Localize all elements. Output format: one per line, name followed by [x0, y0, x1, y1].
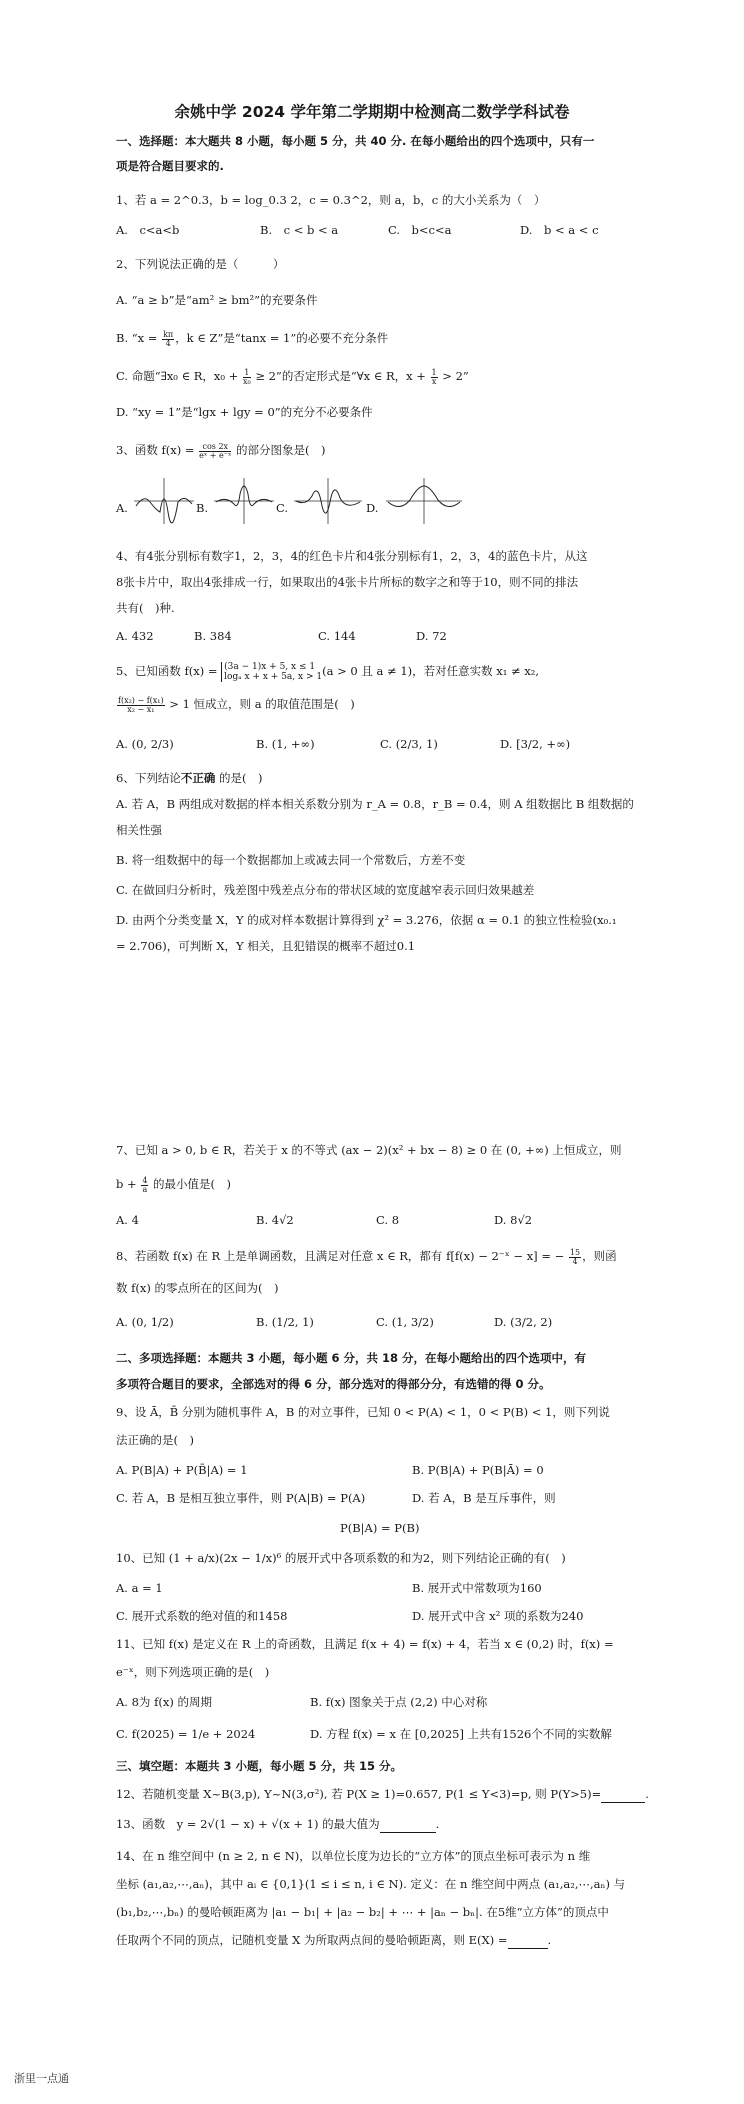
q2-stem: 2、下列说法正确的是（ ）: [116, 257, 285, 271]
fraction: $\frac{\text{f(x₂) − f(x₁)}}{\text{x₂ − x₁}}$: [118, 695, 164, 714]
q3-option-d-graph: [384, 476, 464, 526]
q9-option-c: C. 若 A，B 是相互独立事件，则 P(A|B) = P(A): [116, 1491, 366, 1505]
q10-stem: 10、已知 (1 + a/x)(2x − 1/x)⁶ 的展开式中各项系数的和为2，则下列结论正确的有( ): [116, 1551, 566, 1565]
q7-stem-line-1: 7、已知 a > 0, b ∈ R，若关于 x 的不等式 (ax − 2)(x² + bx − 8) ≥ 0 在 (0, +∞) 上恒成立，则: [116, 1143, 622, 1157]
q3-option-a-graph: [132, 476, 196, 526]
q8-option-d: D. (3/2, 2): [494, 1315, 553, 1329]
q5-option-a: A. (0, 2/3): [116, 737, 174, 751]
q13-answer-blank[interactable]: [380, 1816, 436, 1833]
fraction: $\frac{1}{x}$: [431, 367, 437, 386]
q11-option-d: D. 方程 f(x) = x 在 [0,2025] 上共有1526个不同的实数解: [310, 1727, 612, 1741]
q4-option-a: A. 432: [116, 629, 154, 643]
q8-stem-line-2: 数 f(x) 的零点所在的区间为( ): [116, 1281, 279, 1295]
section-2-heading-line-2: 多项符合题目的要求，全部选对的得 6 分，部分选对的得部分分，有选错的得 0 分。: [116, 1377, 551, 1391]
q6-option-b: B. 将一组数据中的每一个数据都加上或减去同一个常数后，方差不变: [116, 853, 466, 867]
q7-option-b: B. 4√2: [256, 1213, 294, 1227]
q7-option-a: A. 4: [116, 1213, 139, 1227]
q6-option-a-line-2: 相关性强: [116, 823, 162, 837]
q4-stem-line-2: 8张卡片中，取出4张排成一行，如果取出的4张卡片所标的数字之和等于10，则不同的排法: [116, 575, 579, 589]
section-1-heading-line-2: 项是符合题目要求的.: [116, 159, 224, 173]
q3-option-c-graph: [292, 476, 364, 526]
section-3-heading: 三、填空题：本题共 3 小题，每小题 5 分，共 15 分。: [116, 1759, 403, 1773]
q1-option-d: D. b < a < c: [520, 223, 599, 237]
q1-option-b: B. c < b < a: [260, 223, 339, 237]
q3-option-c-label: C.: [276, 501, 289, 515]
q3-option-b-graph: [212, 476, 276, 526]
section-2-heading-line-1: 二、多项选择题：本题共 3 小题，每小题 6 分，共 18 分，在每小题给出的四个选项中，有: [116, 1351, 587, 1365]
q12-stem: 12、若随机变量 X~B(3,p), Y~N(3,σ²), 若 P(X ≥ 1)=0.657, P(1 ≤ Y<3)=p, 则 P(Y>5)= .: [116, 1787, 649, 1801]
q11-option-b: B. f(x) 图象关于点 (2,2) 中心对称: [310, 1695, 488, 1709]
fraction: $\frac{1}{\text{x₀}}$: [242, 367, 251, 386]
q14-stem-line-2: 坐标 (a₁,a₂,⋯,aₙ)，其中 aᵢ ∈ {0,1}(1 ≤ i ≤ n, i ∈ N). 定义：在 n 维空间中两点 (a₁,a₂,⋯,aₙ) 与: [116, 1877, 626, 1891]
q2-option-d: D. “xy = 1”是“lgx + lgy = 0”的充分不必要条件: [116, 405, 373, 419]
q4-stem-line-1: 4、有4张分别标有数字1，2，3，4的红色卡片和4张分别标有1，2，3，4的蓝色卡片，从这: [116, 549, 588, 563]
q12-answer-blank[interactable]: [601, 1786, 645, 1803]
q1-option-a: A. c<a<b: [116, 223, 180, 237]
q9-option-b: B. P(B|A) + P(B|Ā) = 0: [412, 1463, 544, 1477]
q8-option-c: C. (1, 3/2): [376, 1315, 434, 1329]
q5-option-b: B. (1, +∞): [256, 737, 315, 751]
q2-option-a: A. “a ≥ b”是“am² ≥ bm²”的充要条件: [116, 293, 318, 307]
exam-title: 余姚中学 2024 学年第二学期期中检测高二数学学科试卷: [174, 103, 570, 121]
q13-stem: 13、函数 y = 2√(1 − x) + √(x + 1) 的最大值为 .: [116, 1817, 440, 1831]
piecewise-definition: (3a − 1)x + 5, x ≤ 1 logₐ x + x + 5a, x > 1: [221, 662, 322, 682]
q2-option-c: C. 命题“∃x₀ ∈ R，x₀ + $\frac{1}{\text{x₀}}$ ≥ 2”的否定形式是“∀x ∈ R，x + $\frac{1}{x}$ > 2”: [116, 367, 469, 386]
section-1-heading-line-1: 一、选择题：本大题共 8 小题，每小题 5 分，共 40 分. 在每小题给出的四个选项中，只有一: [116, 134, 595, 148]
q11-stem-line-1: 11、已知 f(x) 是定义在 R 上的奇函数，且满足 f(x + 4) = f(x) + 4，若当 x ∈ (0,2) 时，f(x) =: [116, 1637, 614, 1651]
q11-option-a: A. 8为 f(x) 的周期: [116, 1695, 212, 1709]
q6-option-a-line-1: A. 若 A，B 两组成对数据的样本相关系数分别为 r_A = 0.8，r_B = 0.4，则 A 组数据比 B 组数据的: [116, 797, 634, 811]
q7-option-d: D. 8√2: [494, 1213, 533, 1227]
q3-option-b-label: B.: [196, 501, 209, 515]
q9-stem-line-1: 9、设 Ā，B̄ 分别为随机事件 A，B 的对立事件，已知 0 < P(A) < 1，0 < P(B) < 1，则下列说: [116, 1405, 610, 1419]
q5-option-c: C. (2/3, 1): [380, 737, 438, 751]
q8-stem-line-1: 8、若函数 f(x) 在 R 上是单调函数，且满足对任意 x ∈ R，都有 f[f(x) − 2⁻ˣ − x] = − $\frac{15}{4}$ ，则函: [116, 1247, 617, 1266]
q9-option-d: D. 若 A，B 是互斥事件，则: [412, 1491, 556, 1505]
q14-answer-blank[interactable]: [508, 1932, 548, 1949]
q11-stem-line-2: e⁻ˣ，则下列选项正确的是( ): [116, 1665, 270, 1679]
q8-option-b: B. (1/2, 1): [256, 1315, 314, 1329]
q14-stem-line-4: 任取两个不同的顶点，记随机变量 X 为所取两点间的曼哈顿距离，则 E(X) = .: [116, 1933, 552, 1947]
q5-stem-line-1: 5、已知函数 f(x) = (3a − 1)x + 5, x ≤ 1 logₐ x + x + 5a, x > 1 (a > 0 且 a ≠ 1)，若对任意实数 x₁ ≠ x₂,: [116, 662, 540, 682]
q6-stem: 6、下列结论不正确 的是( ): [116, 771, 263, 785]
q14-stem-line-1: 14、在 n 维空间中 (n ≥ 2, n ∈ N)，以单位长度为边长的“立方体”的顶点坐标可表示为 n 维: [116, 1849, 591, 1863]
q8-option-a: A. (0, 1/2): [116, 1315, 174, 1329]
q1-option-c: C. b<c<a: [388, 223, 452, 237]
q5-stem-line-2: $\frac{\text{f(x₂) − f(x₁)}}{\text{x₂ − x₁}}$ > 1 恒成立，则 a 的取值范围是( ): [118, 695, 355, 714]
q5-option-d: D. [3/2, +∞): [500, 737, 571, 751]
q7-stem-line-2: b + $\frac{4}{a}$ 的最小值是( ): [116, 1175, 232, 1194]
q14-stem-line-3: (b₁,b₂,⋯,bₙ) 的曼哈顿距离为 |a₁ − b₁| + |a₂ − b₂| + ⋯ + |aₙ − bₙ|. 在5维“立方体”的顶点中: [116, 1905, 609, 1919]
fraction: $\frac{15}{4}$: [569, 1247, 581, 1266]
q4-option-d: D. 72: [416, 629, 447, 643]
fraction: $\frac{\cos 2x}{\text{eˣ + e⁻ˣ}}$: [199, 441, 232, 460]
q3-option-a-label: A.: [116, 501, 128, 515]
q4-option-b: B. 384: [194, 629, 232, 643]
q9-option-d-formula: P(B|A) = P(B): [340, 1521, 420, 1535]
footer-watermark: 浙里一点通: [14, 2072, 69, 2085]
q9-option-a: A. P(B|A) + P(B̄|A) = 1: [116, 1463, 248, 1477]
q10-option-b: B. 展开式中常数项为160: [412, 1581, 542, 1595]
q10-option-a: A. a = 1: [116, 1581, 163, 1595]
q1-stem: 1、若 a = 2^0.3，b = log_0.3 2，c = 0.3^2，则 a，b，c 的大小关系为（ ）: [116, 193, 546, 207]
fraction: $\frac{4}{a}$: [142, 1175, 148, 1194]
q7-option-c: C. 8: [376, 1213, 400, 1227]
q3-stem: 3、函数 f(x) = $\frac{\cos 2x}{\text{eˣ + e⁻ˣ}}$ 的部分图象是( ): [116, 441, 326, 460]
q2-option-b: B. “x = $\frac{k\pi}{4}$ ，k ∈ Z”是“tanx = 1”的必要不充分条件: [116, 329, 389, 348]
q6-option-d-line-1: D. 由两个分类变量 X，Y 的成对样本数据计算得到 χ² = 3.276，依据 α = 0.1 的独立性检验(x₀.₁: [116, 913, 617, 927]
q4-stem-line-3: 共有( )种.: [116, 601, 175, 615]
q9-stem-line-2: 法正确的是( ): [116, 1433, 194, 1447]
q6-option-d-line-2: = 2.706)，可判断 X，Y 相关，且犯错误的概率不超过0.1: [116, 939, 416, 953]
fraction: $\frac{k\pi}{4}$: [163, 329, 174, 348]
q3-option-d-label: D.: [366, 501, 379, 515]
q10-option-c: C. 展开式系数的绝对值的和1458: [116, 1609, 288, 1623]
q4-option-c: C. 144: [318, 629, 356, 643]
q11-option-c: C. f(2025) = 1/e + 2024: [116, 1727, 256, 1741]
q10-option-d: D. 展开式中含 x² 项的系数为240: [412, 1609, 584, 1623]
q6-option-c: C. 在做回归分析时，残差图中残差点分布的带状区域的宽度越窄表示回归效果越差: [116, 883, 535, 897]
